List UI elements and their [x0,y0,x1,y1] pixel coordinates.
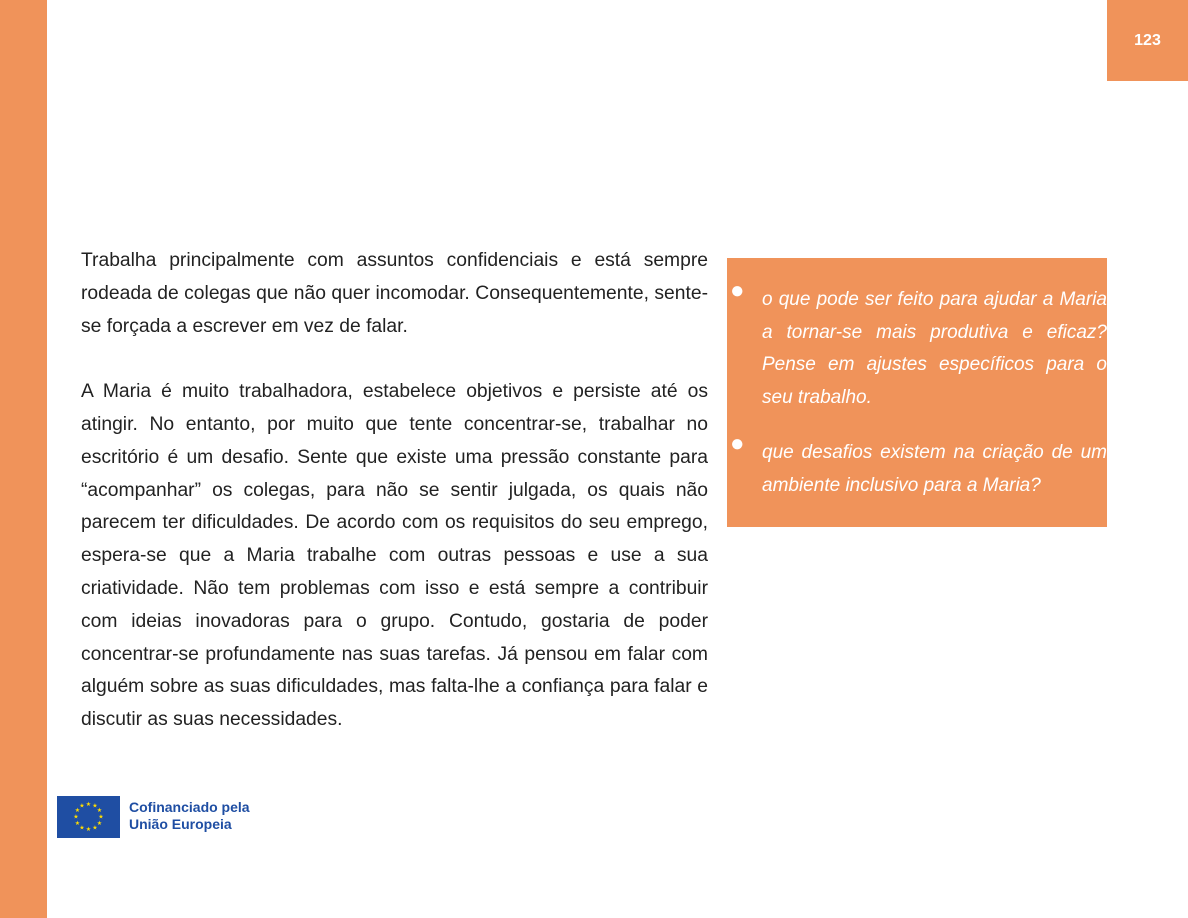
eu-stars-icon [57,796,120,838]
svg-text:★: ★ [92,824,98,832]
bullet-icon: ● [730,277,745,304]
eu-logo-line-1: Cofinanciado pela [129,799,250,815]
question-text-1: o que pode ser feito para ajudar a Maria a tornar-se mais produtiva e eficaz? Pense em ajustes específicos para o seu trabalho. [762,289,1107,409]
svg-text:★: ★ [96,820,103,827]
question-item-2 [730,429,1107,502]
question-item-1 [730,277,1107,415]
question-list [730,277,1107,524]
reflection-callout-box [727,258,1107,527]
svg-text:★: ★ [96,807,103,814]
svg-text:★: ★ [85,826,92,833]
eu-logo-line-2: União Europeia [129,816,232,832]
svg-text:★: ★ [98,813,104,821]
svg-text:★: ★ [85,801,92,808]
eu-logo-text [129,799,250,833]
body-text [81,245,708,737]
svg-text:★: ★ [79,824,85,832]
bullet-icon: ● [730,429,745,457]
svg-text:★: ★ [92,802,98,810]
svg-text:★: ★ [74,820,81,827]
svg-text:★: ★ [73,813,79,821]
eu-cofunding-logo [57,796,263,838]
side-accent-bar [0,0,47,918]
body-paragraph-1: Trabalha principalmente com assuntos confidenciais e está sempre rodeada de colegas que não quer incomodar. Consequentemente, sente-se forçada a escrever em vez de falar. [81,250,708,337]
page-number: 123 [1134,31,1161,49]
question-text-2: que desafios existem na criação de um ambiente inclusivo para a Maria? [762,441,1107,496]
svg-text:★: ★ [79,802,85,810]
page-number-badge [1107,0,1188,81]
body-paragraph-2: A Maria é muito trabalhadora, estabelece objetivos e persiste até os atingir. No entanto, por muito que tente concentrar-se, trabalhar no escritório é um desafio. Sente que existe uma pressão constante para “acompanhar” os colegas, para não se sentir julgada, os quais não parecem ter dificuldades. De acordo com os requisitos do seu emprego, espera-se que a Maria trabalhe com outras pessoas e use a sua criatividade. Não tem problemas com isso e está sempre a contribuir com ideias inovadoras para o grupo. Contudo, gostaria de poder concentrar-se profundamente nas suas tarefas. Já pensou em falar com alguém sobre as suas dificuldades, mas falta-lhe a confiança para falar e discutir as suas necessidades. [81,381,708,731]
eu-flag-icon [57,796,120,838]
svg-text:★: ★ [74,807,81,814]
